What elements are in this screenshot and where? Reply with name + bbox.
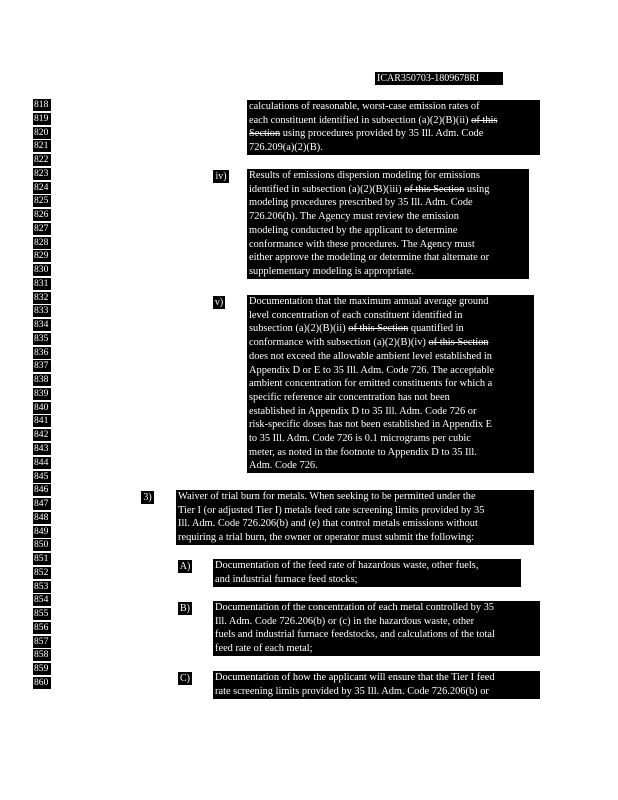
p6-line: feed rate of each metal; [215, 643, 313, 655]
paragraph-p1 [247, 100, 540, 155]
line-number: 831 [33, 278, 51, 290]
p6-line: Documentation of the concentration of each metal controlled by 35 [215, 602, 495, 613]
line-number: 848 [33, 512, 51, 524]
line-number: 837 [33, 360, 51, 372]
line-number: 835 [33, 333, 51, 345]
line-number: 856 [33, 622, 51, 634]
p5-line: Documentation of the feed rate of hazardous waste, other fuels, [215, 560, 479, 571]
p1-line: each constituent identified in subsection (a)(2)(B)(ii) of this [249, 114, 498, 126]
line-number: 834 [33, 319, 51, 331]
line-number: 826 [33, 209, 51, 221]
line-number: 851 [33, 553, 51, 565]
p2-line: supplementary modeling is appropriate. [249, 265, 415, 277]
p3-line: ambient concentration for emitted constituents for which a [249, 378, 493, 390]
line-number: 818 [33, 99, 51, 111]
p2-line: modeling procedures prescribed by 35 Ill. Adm. Code [249, 197, 473, 209]
line-number: 859 [33, 663, 51, 675]
line-number: 841 [33, 415, 51, 427]
line-number: 827 [33, 223, 51, 235]
p2-line: identified in subsection (a)(2)(B)(iii) of this Section using [249, 183, 490, 195]
p3-line: Appendix D or E to 35 Ill. Adm. Code 726. The acceptable [249, 364, 495, 376]
p3-line: conformance with subsection (a)(2)(B)(iv) of this Section [249, 337, 489, 349]
line-number: 830 [33, 264, 51, 276]
p3-line: risk-specific doses has not been established in Appendix E [249, 419, 492, 431]
marker-v: v) [214, 297, 224, 308]
line-number: 860 [33, 677, 51, 689]
paragraph-p7 [213, 671, 540, 699]
line-number: 844 [33, 457, 51, 469]
paragraph-p4 [176, 490, 534, 545]
line-number: 820 [33, 127, 51, 139]
line-number: 832 [33, 292, 51, 304]
p2-line: modeling conducted by the applicant to determine [249, 224, 458, 236]
p6-line: Ill. Adm. Code 726.206(b) or (c) in the hazardous waste, other [215, 615, 475, 627]
line-number: 849 [33, 526, 51, 538]
p3-line: to 35 Ill. Adm. Code 726 is 0.1 micrograms per cubic [249, 433, 471, 445]
marker-c: C) [180, 673, 190, 684]
p2-line: conformance with these procedures. The Agency must [249, 238, 475, 250]
p4-line: Ill. Adm. Code 726.206(b) and (e) that control metals emissions without [178, 518, 478, 530]
p3-line: level concentration of each constituent identified in [249, 309, 463, 321]
line-number: 854 [33, 594, 51, 606]
p2-line: 726.206(h). The Agency must review the emission [249, 211, 459, 223]
line-number: 857 [33, 636, 51, 648]
p3-line: Adm. Code 726. [249, 460, 318, 472]
line-number: 829 [33, 250, 51, 262]
line-number: 846 [33, 484, 51, 496]
p7-line: rate screening limits provided by 35 Ill. Adm. Code 726.206(b) or [215, 685, 489, 697]
line-number: 850 [33, 539, 51, 551]
p3-line: specific reference air concentration has not been [249, 391, 450, 403]
line-number: 855 [33, 608, 51, 620]
paragraph-p5 [213, 559, 521, 587]
p4-line: requiring a trial burn, the owner or operator must submit the following: [178, 532, 475, 544]
p3-line: does not exceed the allowable ambient level established in [249, 350, 492, 362]
line-number: 822 [33, 154, 51, 166]
line-number: 845 [33, 471, 51, 483]
line-number: 853 [33, 581, 51, 593]
line-number: 825 [33, 195, 51, 207]
paragraph-p3 [247, 295, 534, 473]
line-number: 839 [33, 388, 51, 400]
line-number: 821 [33, 140, 51, 152]
p2-line: either approve the modeling or determine that alternate or [249, 252, 490, 264]
line-number: 828 [33, 237, 51, 249]
docket-header: ICAR350703-1809678RI [375, 72, 503, 85]
p5-line: and industrial furnace feed stocks; [215, 573, 358, 585]
p1-line: calculations of reasonable, worst-case emission rates of [249, 101, 480, 112]
line-number: 858 [33, 649, 51, 661]
marker-3: 3) [141, 491, 154, 504]
p4-line: Waiver of trial burn for metals. When seeking to be permitted under the [178, 491, 476, 502]
line-number: 833 [33, 305, 51, 317]
p4-line: Tier I (or adjusted Tier I) metals feed rate screening limits provided by 35 [178, 504, 485, 516]
p2-line: Results of emissions dispersion modeling for emissions [249, 170, 480, 181]
line-number: 838 [33, 374, 51, 386]
line-number: 840 [33, 402, 51, 414]
line-number: 836 [33, 347, 51, 359]
line-number: 824 [33, 182, 51, 194]
p6-line: fuels and industrial furnace feedstocks, and calculations of the total [215, 629, 495, 641]
line-number: 847 [33, 498, 51, 510]
marker-iv: iv) [213, 170, 229, 183]
line-number: 843 [33, 443, 51, 455]
p3-line: Documentation that the maximum annual average ground [249, 296, 489, 307]
p1-line: Section using procedures provided by 35 Ill. Adm. Code [249, 128, 484, 140]
p1-line: 726.209(a)(2)(B). [249, 142, 323, 154]
line-number: 842 [33, 429, 51, 441]
paragraph-p6 [213, 601, 540, 656]
line-number: 823 [33, 168, 51, 180]
p3-line: established in Appendix D to 35 Ill. Adm. Code 726 or [249, 405, 477, 417]
p3-line: subsection (a)(2)(B)(ii) of this Section quantified in [249, 323, 464, 335]
p7-line: Documentation of how the applicant will ensure that the Tier I feed [215, 672, 495, 683]
p3-line: meter, as noted in the footnote to Appendix D to 35 Ill. [249, 446, 477, 458]
paragraph-p2 [247, 169, 529, 279]
marker-a: A) [179, 561, 191, 572]
marker-b: B) [180, 603, 190, 614]
line-number: 852 [33, 567, 51, 579]
line-number: 819 [33, 113, 51, 125]
